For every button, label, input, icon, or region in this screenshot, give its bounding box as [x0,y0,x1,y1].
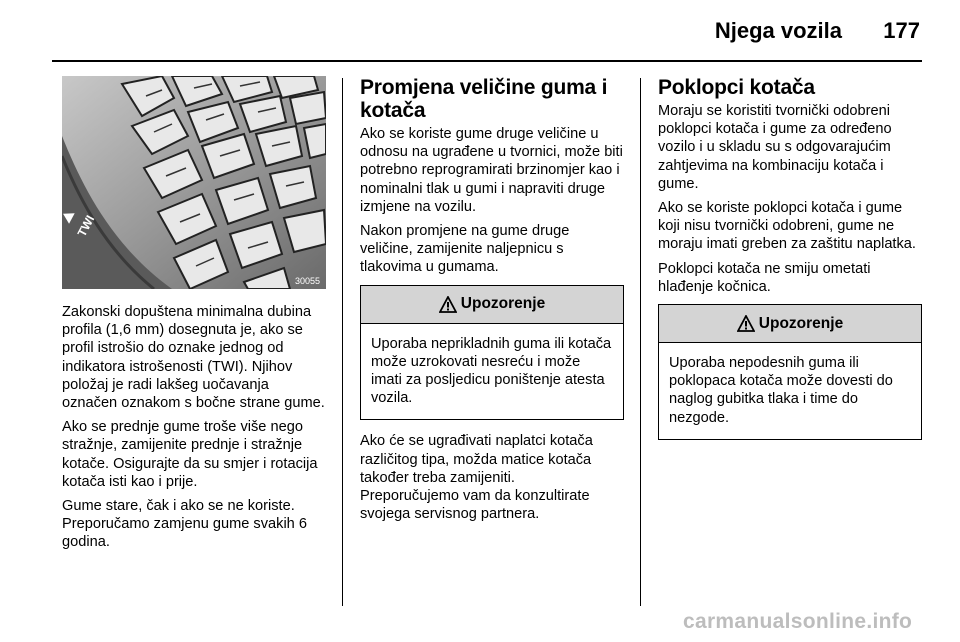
column-2 [360,76,624,523]
page-number: 177 [883,18,920,43]
column-3 [658,76,922,452]
paragraph: Zakonski dopuštena minimalna dubina profila (1,6 mm) dosegnuta je, ako se profil istrošio do oznake jednog od indikatora istrošenosti (TWI). Njihov položaj je radi lakšeg uočavanja označen oznakom s bočne strane gume. [62,304,325,412]
warning-text: Uporaba nepodesnih guma ili poklopaca kotača može dovesti do naglog gubitka tlaka i time do nezgode. [669,355,893,426]
warning-triangle-icon [439,296,457,313]
header-rule [52,60,922,62]
paragraph: Nakon promjene na gume druge veličine, zamijenite naljepnicu s tlakovima u gumama. [360,223,570,276]
paragraph: Ako se koriste poklopci kotača i gume koji nisu tvornički odobreni, gume ne moraju imati greben za zaštitu naplatka. [658,200,916,253]
warning-title: Upozorenje [460,295,546,313]
column-1 [62,76,326,558]
section-heading: Promjena veličine guma i kotača [360,76,608,122]
column-divider-2 [640,78,641,606]
paragraph: Ako se koriste gume druge veličine u odnosu na ugrađene u tvornici, može biti potrebno reprogramirati brzinomjer kao i nominalni tlak u gumi i napraviti druge izmjene na vozilu. [360,126,623,215]
figure-code: 30055 [294,276,320,286]
page-header [0,0,960,62]
twi-label: TWI [74,213,98,239]
warning-header [361,286,623,324]
warning-box [658,304,922,440]
warning-title: Upozorenje [758,314,844,332]
warning-header [659,305,921,343]
section-title: Njega vozila [714,18,842,43]
watermark[interactable]: carmanualsonline.info [683,610,913,633]
warning-text: Uporaba neprikladnih guma ili kotača može uzrokovati nesreću i može imati za posljedicu poništenje atesta vozila. [371,335,612,407]
tire-tread-illustration [62,76,326,289]
section-heading: Poklopci kotača [658,76,815,99]
paragraph: Preporučujemo vam da konzultirate svojega servisnog partnera. [360,488,590,523]
column-divider-1 [342,78,343,606]
warning-box [360,285,624,421]
paragraph: Ako će se ugrađivati naplatci kotača različitog tipa, možda matice kotača također treba zamijeniti. [360,433,593,486]
paragraph: Gume stare, čak i ako se ne koriste. Preporučamo zamjenu gume svakih 6 godina. [62,498,307,551]
warning-triangle-icon [737,315,755,332]
tread-wear-figure [62,76,326,289]
paragraph: Ako se prednje gume troše više nego stražnje, zamijenite prednje i stražnje kotače. Osigurajte da su smjer i rotacija kotača isti kao i prije. [62,419,318,490]
paragraph: Moraju se koristiti tvornički odobreni poklopci kotača i gume za određeno vozilo i u skladu su s odgovarajućim zahtjevima na kombinaciju kotača i gume. [658,103,892,192]
paragraph: Poklopci kotača ne smiju ometati hlađenje kočnica. [658,260,871,295]
